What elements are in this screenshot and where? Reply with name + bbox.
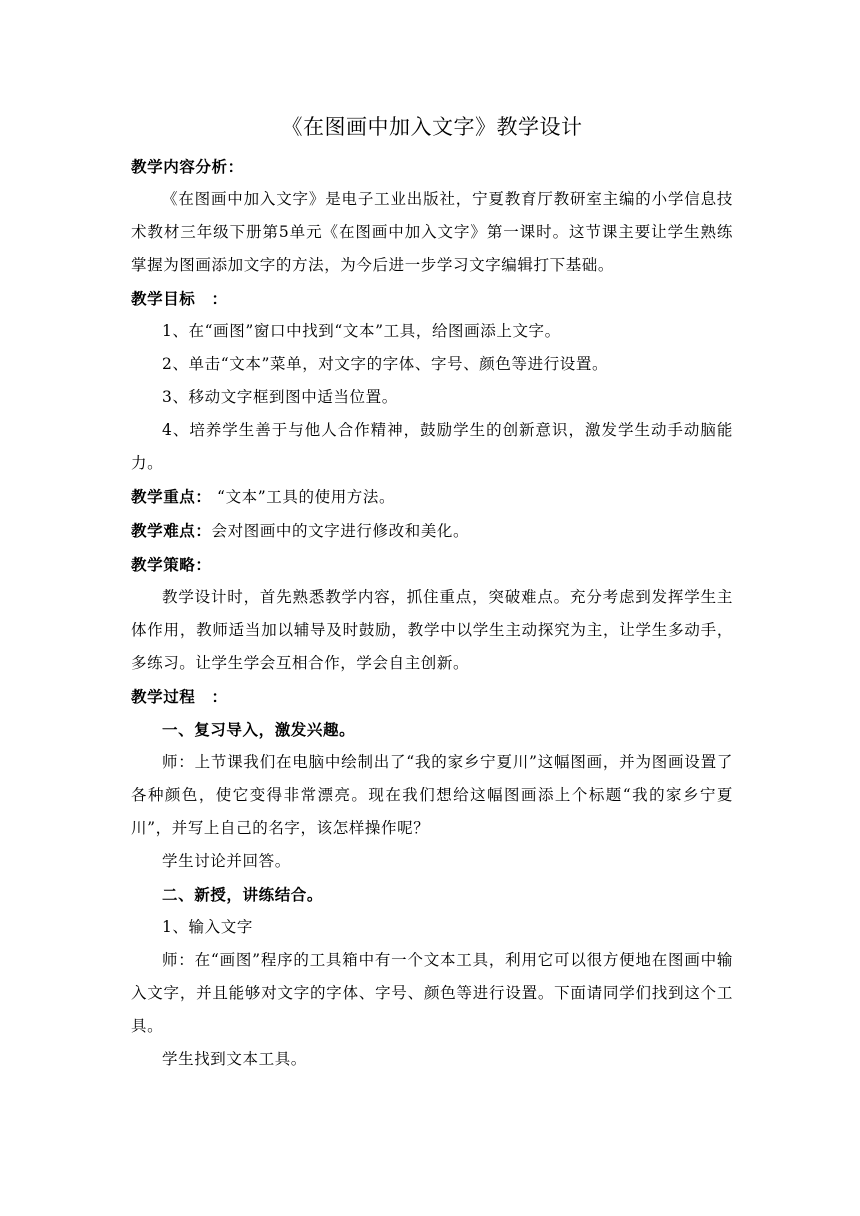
key-point-line (131, 480, 733, 514)
section1-students: 学生讨论并回答。 (162, 852, 291, 870)
difficulty-text: 会对图画中的文字进行修改和美化。 (211, 522, 470, 540)
section2-subheading: 1、输入文字 (162, 918, 253, 936)
objective-item-2: 2、单击“文本”菜单，对文字的字体、字号、颜色等进行设置。 (162, 355, 609, 373)
key-point-label: 教学重点： (131, 487, 212, 506)
difficulty-line (131, 514, 733, 548)
key-point-text: “文本”工具的使用方法。 (211, 488, 396, 506)
content-analysis-text: 《在图画中加入文字》是电子工业出版社，宁夏教育厅教研室主编的小学信息技术教材三年级下册第5单元《在图画中加入文字》第一课时。这节课主要让学生熟练掌握为图画添加文字的方法，为今后进一步学习文字编辑打下基础。 (131, 190, 733, 274)
document-title: 《在图画中加入文字》教学设计 (281, 115, 583, 139)
objectives-heading: 教学目标 ： (131, 289, 228, 308)
section1-teacher: 师：上节课我们在电脑中绘制出了“我的家乡宁夏川”这幅图画，并为图画设置了各种颜色，使它变得非常漂亮。现在我们想给这幅图画添上个标题“我的家乡宁夏川”，并写上自己的名字，该怎样操作呢？ (131, 753, 733, 837)
objective-item-1: 1、在“画图”窗口中找到“文本”工具，给图画添上文字。 (162, 322, 561, 340)
strategy-text: 教学设计时，首先熟悉教学内容，抓住重点，突破难点。充分考虑到发挥学生主体作用，教师适当加以辅导及时鼓励，教学中以学生主动探究为主，让学生多动手，多练习。让学生学会互相合作，学会自主创新。 (131, 588, 733, 672)
section2-heading: 二、新授，讲练结合。 (162, 885, 324, 904)
strategy-heading: 教学策略： (131, 555, 212, 574)
section2-students: 学生找到文本工具。 (162, 1050, 307, 1068)
section1-heading: 一、复习导入，激发兴趣。 (162, 720, 356, 739)
content-analysis-heading: 教学内容分析： (131, 157, 244, 176)
process-heading: 教学过程 ： (131, 687, 228, 706)
document-page (131, 112, 733, 1076)
section2-teacher: 师：在“画图”程序的工具箱中有一个文本工具，利用它可以很方便地在图画中输入文字，并且能够对文字的字体、字号、颜色等进行设置。下面请同学们找到这个工具。 (131, 951, 733, 1035)
difficulty-label: 教学难点： (131, 521, 212, 540)
objective-item-3: 3、移动文字框到图中适当位置。 (162, 388, 398, 406)
objective-item-4: 4、培养学生善于与他人合作精神，鼓励学生的创新意识，激发学生动手动脑能力。 (131, 421, 733, 472)
